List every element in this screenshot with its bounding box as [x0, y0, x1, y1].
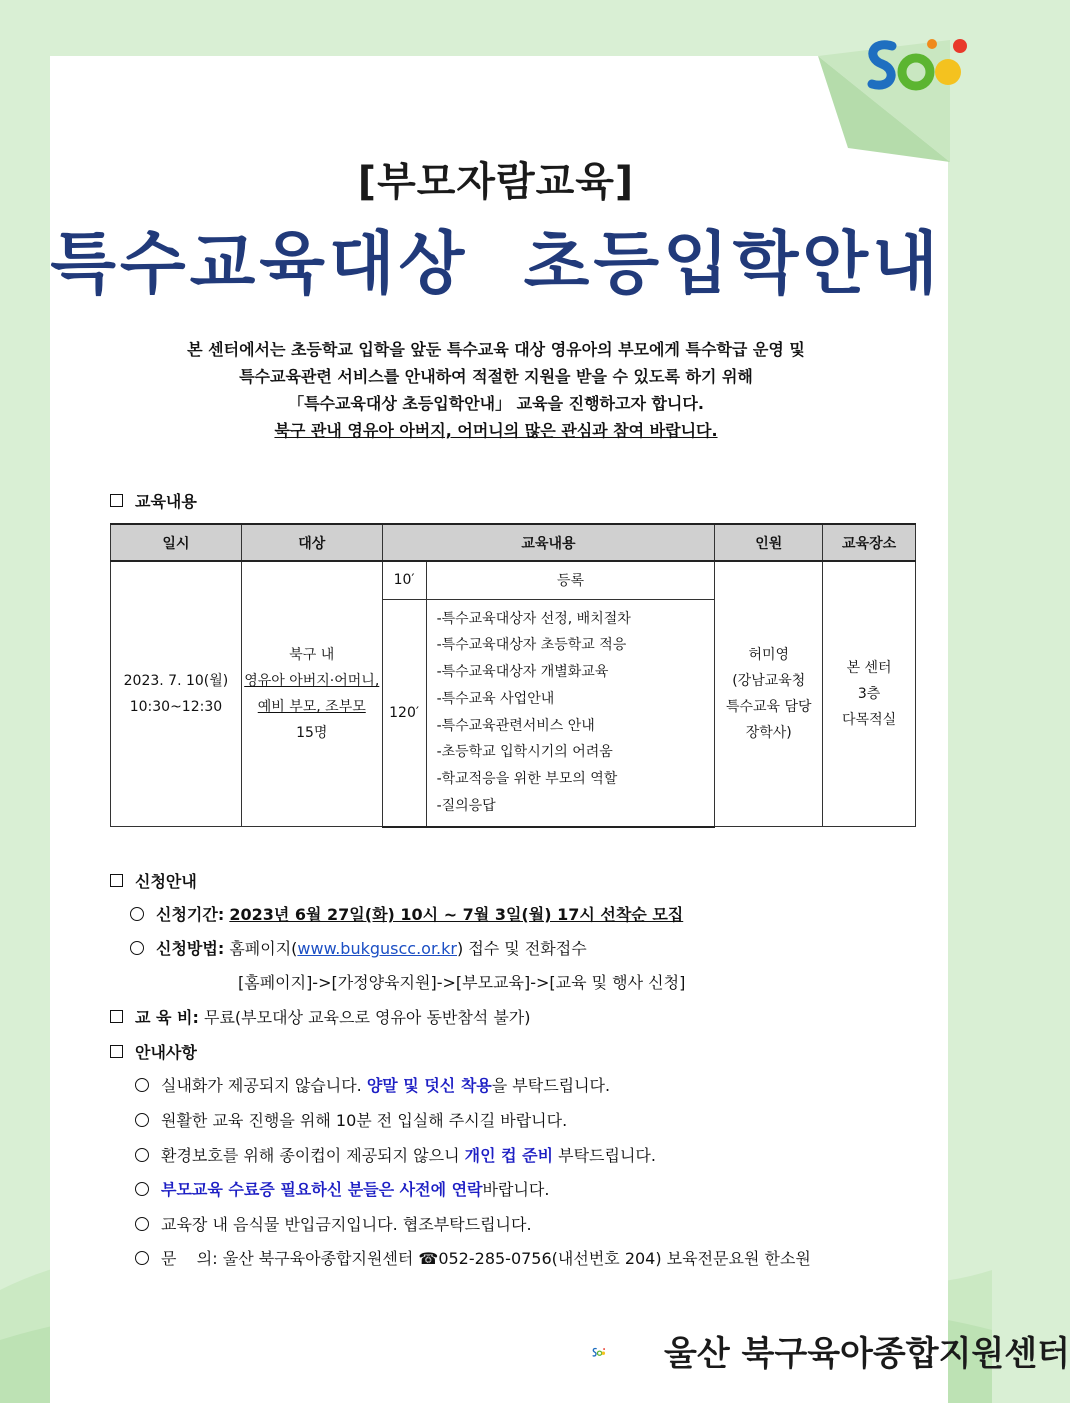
cell-duration: 10′ [382, 561, 426, 599]
list-item: -특수교육대상자 선정, 배치절차 [436, 610, 631, 627]
page-subtitle: 특수교육대상 초등입학안내 [50, 225, 942, 304]
list-item: -특수교육 사업안내 [436, 690, 555, 707]
intro-line: 특수교육관련 서비스를 안내하여 적절한 지원을 받을 수 있도록 하기 위해 [239, 367, 753, 386]
notice-item: 교육장 내 음식물 반입금지입니다. 협조부탁드립니다. [135, 1212, 532, 1235]
section-heading-apply: 신청안내 [110, 869, 197, 892]
notice-item: 부모교육 수료증 필요하신 분들은 사전에 연락바랍니다. [135, 1177, 549, 1200]
intro-paragraph [0, 336, 992, 444]
notice-contact: 문 의: 울산 북구육아종합지원센터 ☎052-285-0756(내선번호 204) 보육전문요원 한소원 [135, 1246, 811, 1269]
header-date: 일시 [111, 524, 242, 561]
circle-bullet-icon [130, 941, 144, 955]
intro-line-underlined: 북구 관내 영유아 아버지, 어머니의 많은 관심과 참여 바랍니다. [274, 421, 718, 440]
notice-item: 환경보호를 위해 종이컵이 제공되지 않으니 개인 컵 준비 부탁드립니다. [135, 1143, 656, 1166]
intro-line: 「특수교육대상 초등입학안내」 교육을 진행하고자 합니다. [288, 394, 704, 413]
cell-date: 2023. 7. 10(월) 10:30~12:30 [111, 561, 242, 827]
footer-logo-icon [592, 1318, 662, 1388]
circle-bullet-icon [135, 1251, 149, 1265]
square-bullet-icon [110, 1045, 123, 1058]
square-bullet-icon [110, 874, 123, 887]
header-place: 교육장소 [823, 524, 916, 561]
table-row [111, 561, 916, 599]
table-header-row [111, 524, 916, 561]
page-title: [부모자람교육] [357, 159, 635, 205]
apply-period: 신청기간: 2023년 6월 27일(화) 10시 ~ 7월 3일(월) 17시 선착순 모집 [130, 902, 683, 925]
circle-bullet-icon [135, 1182, 149, 1196]
list-item: -질의응답 [436, 798, 496, 815]
circle-bullet-icon [135, 1113, 149, 1127]
circle-bullet-icon [135, 1078, 149, 1092]
homepage-link[interactable]: www.bukguscc.or.kr [297, 939, 457, 958]
circle-bullet-icon [130, 907, 144, 921]
list-item: -특수교육대상자 개별화교육 [436, 664, 609, 681]
footer-org-name: 울산 북구육아종합지원센터 [664, 1334, 1070, 1374]
center-logo-icon [862, 32, 980, 100]
square-bullet-icon [110, 1010, 123, 1023]
cell-content-list [426, 599, 715, 827]
section-heading-notice: 안내사항 [110, 1040, 197, 1063]
cell-duration: 120′ [382, 599, 426, 827]
notice-item: 실내화가 제공되지 않습니다. 양말 및 덧신 착용을 부탁드립니다. [135, 1073, 610, 1096]
list-item: -초등학교 입학시기의 어려움 [436, 744, 613, 761]
header-speaker: 인원 [715, 524, 823, 561]
notice-item: 원활한 교육 진행을 위해 10분 전 입실해 주시길 바랍니다. [135, 1108, 567, 1131]
cell-place: 본 센터 3층 다목적실 [823, 561, 916, 827]
list-item: -특수교육관련서비스 안내 [436, 717, 595, 734]
square-bullet-icon [110, 494, 123, 507]
header-content: 교육내용 [382, 524, 715, 561]
list-item: -특수교육대상자 초등학교 적응 [436, 637, 627, 654]
education-table [110, 523, 916, 828]
circle-bullet-icon [135, 1217, 149, 1231]
section-heading-content: 교육내용 [110, 489, 197, 512]
fee-line: 교 육 비: 무료(부모대상 교육으로 영유아 동반참석 불가) [110, 1005, 531, 1028]
apply-method: 신청방법: 홈페이지(www.bukguscc.or.kr) 접수 및 전화접수 [130, 936, 587, 959]
cell-target: 북구 내 영유아 아버지·어머니, 예비 부모, 조부모 15명 [241, 561, 382, 827]
cell-speaker: 허미영 (강남교육청 특수교육 담당 장학사) [715, 561, 823, 827]
cell-registration: 등록 [426, 561, 715, 599]
intro-line: 본 센터에서는 초등학교 입학을 앞둔 특수교육 대상 영유아의 부모에게 특수학급 운영 및 [187, 340, 805, 359]
apply-path: [홈페이지]->[가정양육지원]->[부모교육]->[교육 및 행사 신청] [238, 973, 686, 992]
header-target: 대상 [241, 524, 382, 561]
circle-bullet-icon [135, 1148, 149, 1162]
list-item: -학교적응을 위한 부모의 역할 [436, 771, 618, 788]
